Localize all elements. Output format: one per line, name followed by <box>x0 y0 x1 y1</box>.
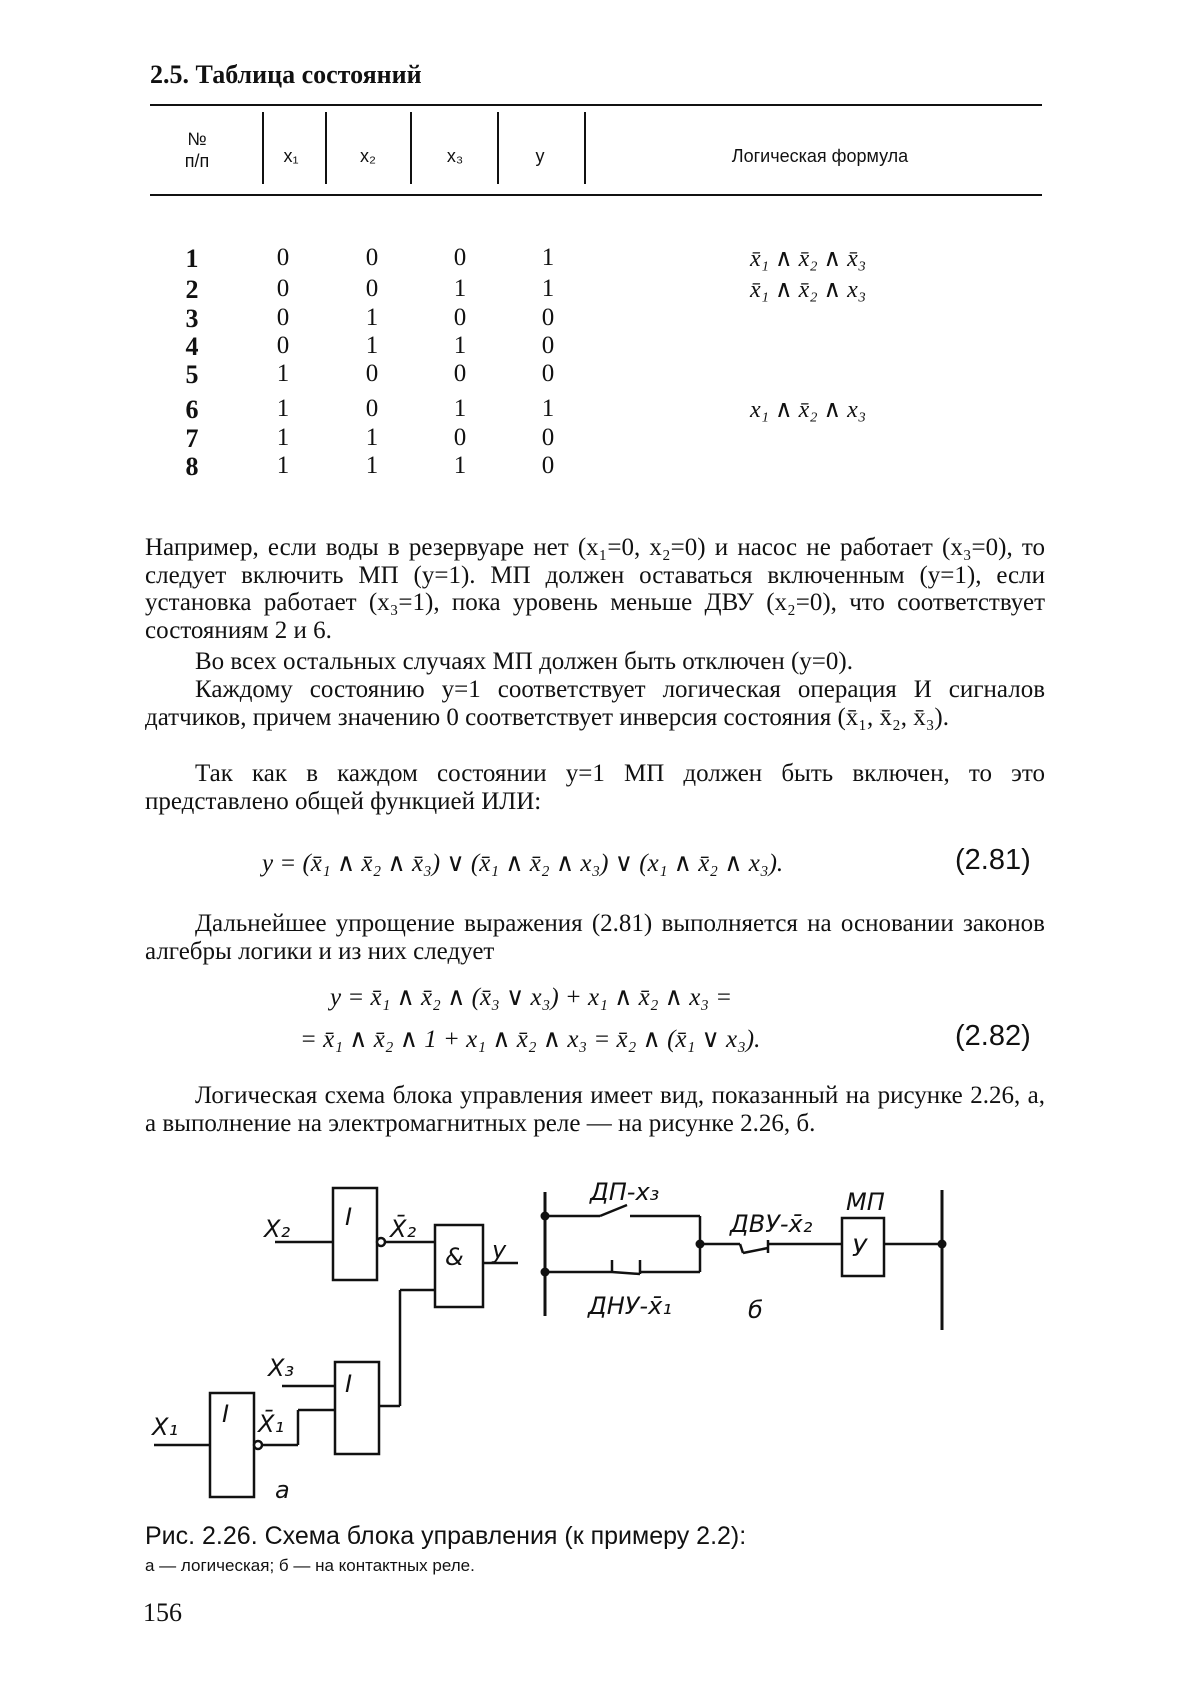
equation-2-82-line-1: y = x̄₁ ∧ x̄₂ ∧ (x̄₃ ∨ x₃) + x₁ ∧ x̄₂ ∧ x₃ = <box>330 984 733 1011</box>
row-formula: x̄₁ ∧ x̄₂ ∧ x₃ <box>750 277 867 303</box>
header-num: № п/п <box>184 129 210 171</box>
label-mp: МП <box>846 1188 885 1216</box>
label-dp: ДП-x₃ <box>590 1180 660 1206</box>
book-page: 2.5. Таблица состояний № п/п x₁ x₂ x₃ y Логическая формула 1 0 0 0 1 x̄₁ ∧ x̄₂ ∧ x̄₃ 2 0 0 1 1 x̄₁ ∧ x̄₂ ∧ x₃ 3 0 1 0 0 4 0 1 1 0 5 1 0 0 0 6 1 0 1 1 x₁ ∧ x̄₂ ∧ x₃ 7 1 1 0 0 8 1 1 1 0 Например, если воды в резервуаре нет (x₁=0, x₂=0) и насос не работает (x₃=0), то следует включить МП (y=1). МП должен оставаться включенным (y=1), если установка работает (x₃=1), пока уровень меньше ДВУ (x₂=0), что соответствует состояниям 2 и 6. Во всех остальных случаях МП должен быть отключен (y=0). Каждому состоянию y=1 соответствует логическая операция И сигналов датчиков, причем значению 0 соответствует инверсия состояния (x̄₁, x̄₂, x̄₃). Так как в каждом состоянии y=1 МП должен быть включен, то это представлено общей функцией ИЛИ: y = (x̄₁ ∧ x̄₂ ∧ x̄₃) ∨ (x̄₁ ∧ x̄₂ ∧ x₃) ∨ (x₁ ∧ x̄₂ ∧ x₃). (2.81) Дальнейшее упрощение выражения (2.81) выполняется на основании законов алгебры логики и из них следует y = x̄₁ ∧ x̄₂ ∧ (x̄₃ ∨ x₃) + x₁ ∧ x̄₂ ∧ x₃ = = x̄₁ ∧ x̄₂ ∧ 1 + x₁ ∧ x̄₂ ∧ x₃ = x̄₂ ∧ (x̄₁ ∨ x₃). (2.82) Логическая схема блока управления имеет вид, показанный на рисунке 2.26, а, а выполнение на электромагнитных реле — на рисунке 2.26, б. X₂ I X̄₂ & y X₃ I X₁ I X̄₁ a ДП-x₃ ДВУ-x̄₂ МП У ДНУ-x̄₁ б Рис. 2.26. Схема блока управления (к примеру 2.2): а — логическая; б — на контактных реле. 156 <box>0 0 1190 1684</box>
header-formula: Логическая формула <box>731 146 909 166</box>
paragraph-6: Логическая схема блока управления имеет вид, показанный на рисунке 2.26, а, а выполнение на электромагнитных реле — на рисунке 2.26, б. <box>145 1082 1045 1137</box>
label-y: y <box>492 1236 507 1264</box>
equation-2-82-line-2: = x̄₁ ∧ x̄₂ ∧ 1 + x₁ ∧ x̄₂ ∧ x₃ = x̄₂ ∧ (x̄₁ ∨ x₃). <box>300 1026 761 1053</box>
row-formula: x₁ ∧ x̄₂ ∧ x₃ <box>750 397 867 423</box>
header-x3: x₃ <box>446 146 464 166</box>
not-gate-x2 <box>333 1188 377 1280</box>
figure-caption: Рис. 2.26. Схема блока управления (к примеру 2.2): <box>145 1522 747 1550</box>
page-number: 156 <box>143 1598 182 1627</box>
label-dnu: ДНУ-x̄₁ <box>588 1292 672 1320</box>
contact-dnu <box>612 1272 640 1274</box>
label-not-3: I <box>222 1400 230 1428</box>
figure-subcaption: а — логическая; б — на контактных реле. <box>145 1556 475 1575</box>
paragraph-4: Так как в каждом состоянии y=1 МП должен быть включен, то это представлено общей функцией ИЛИ: <box>145 760 1045 815</box>
contact-dvu <box>743 1248 768 1253</box>
not-gate-x3 <box>335 1362 379 1454</box>
equation-2-81: y = (x̄₁ ∧ x̄₂ ∧ x̄₃) ∨ (x̄₁ ∧ x̄₂ ∧ x₃) ∨ (x₁ ∧ x̄₂ ∧ x₃). <box>262 850 784 877</box>
paragraph-3: Каждому состоянию y=1 соответствует логическая операция И сигналов датчиков, причем значению 0 соответствует инверсия состояния (x̄₁, x̄₂, x̄₃). <box>145 676 1045 731</box>
label-x1: X₁ <box>152 1413 179 1441</box>
label-part-b: б <box>748 1296 763 1324</box>
contact-dp <box>600 1205 627 1216</box>
header-x2: x₂ <box>360 146 376 166</box>
equation-number-2-81: (2.81) <box>955 844 1031 876</box>
figure-2-26 <box>140 1180 1050 1520</box>
not-gate-x1 <box>210 1393 254 1497</box>
label-x1bar: X̄₁ <box>258 1410 285 1438</box>
label-and: & <box>445 1243 464 1271</box>
equation-number-2-82: (2.82) <box>955 1020 1031 1052</box>
label-dvu: ДВУ-x̄₂ <box>730 1210 813 1238</box>
row-formula: x̄₁ ∧ x̄₂ ∧ x̄₃ <box>750 246 867 272</box>
table-header-rule <box>150 194 1042 196</box>
paragraph-2: Во всех остальных случаях МП должен быть отключен (y=0). <box>195 648 853 675</box>
label-x2bar: X̄₂ <box>390 1215 417 1243</box>
paragraph-5: Дальнейшее упрощение выражения (2.81) выполняется на основании законов алгебры логики и из них следует <box>145 910 1045 965</box>
header-x1: x₁ <box>283 146 299 166</box>
label-x3: X₃ <box>268 1354 295 1382</box>
label-not-2: I <box>345 1370 353 1398</box>
label-not-1: I <box>345 1203 353 1231</box>
header-y: y <box>535 146 545 166</box>
label-x2: X₂ <box>264 1215 291 1243</box>
label-relay: У <box>852 1234 867 1262</box>
table-title: 2.5. Таблица состояний <box>150 60 422 89</box>
label-part-a: a <box>275 1476 290 1504</box>
table-top-rule <box>150 104 1042 106</box>
paragraph-1: Например, если воды в резервуаре нет (x₁=0, x₂=0) и насос не работает (x₃=0), то следует включить МП (y=1). МП должен оставаться включенным (y=1), если установка работает (x₃=1), пока уровень меньше ДВУ (x₂=0), что соответствует состояниям 2 и 6. <box>145 534 1045 644</box>
